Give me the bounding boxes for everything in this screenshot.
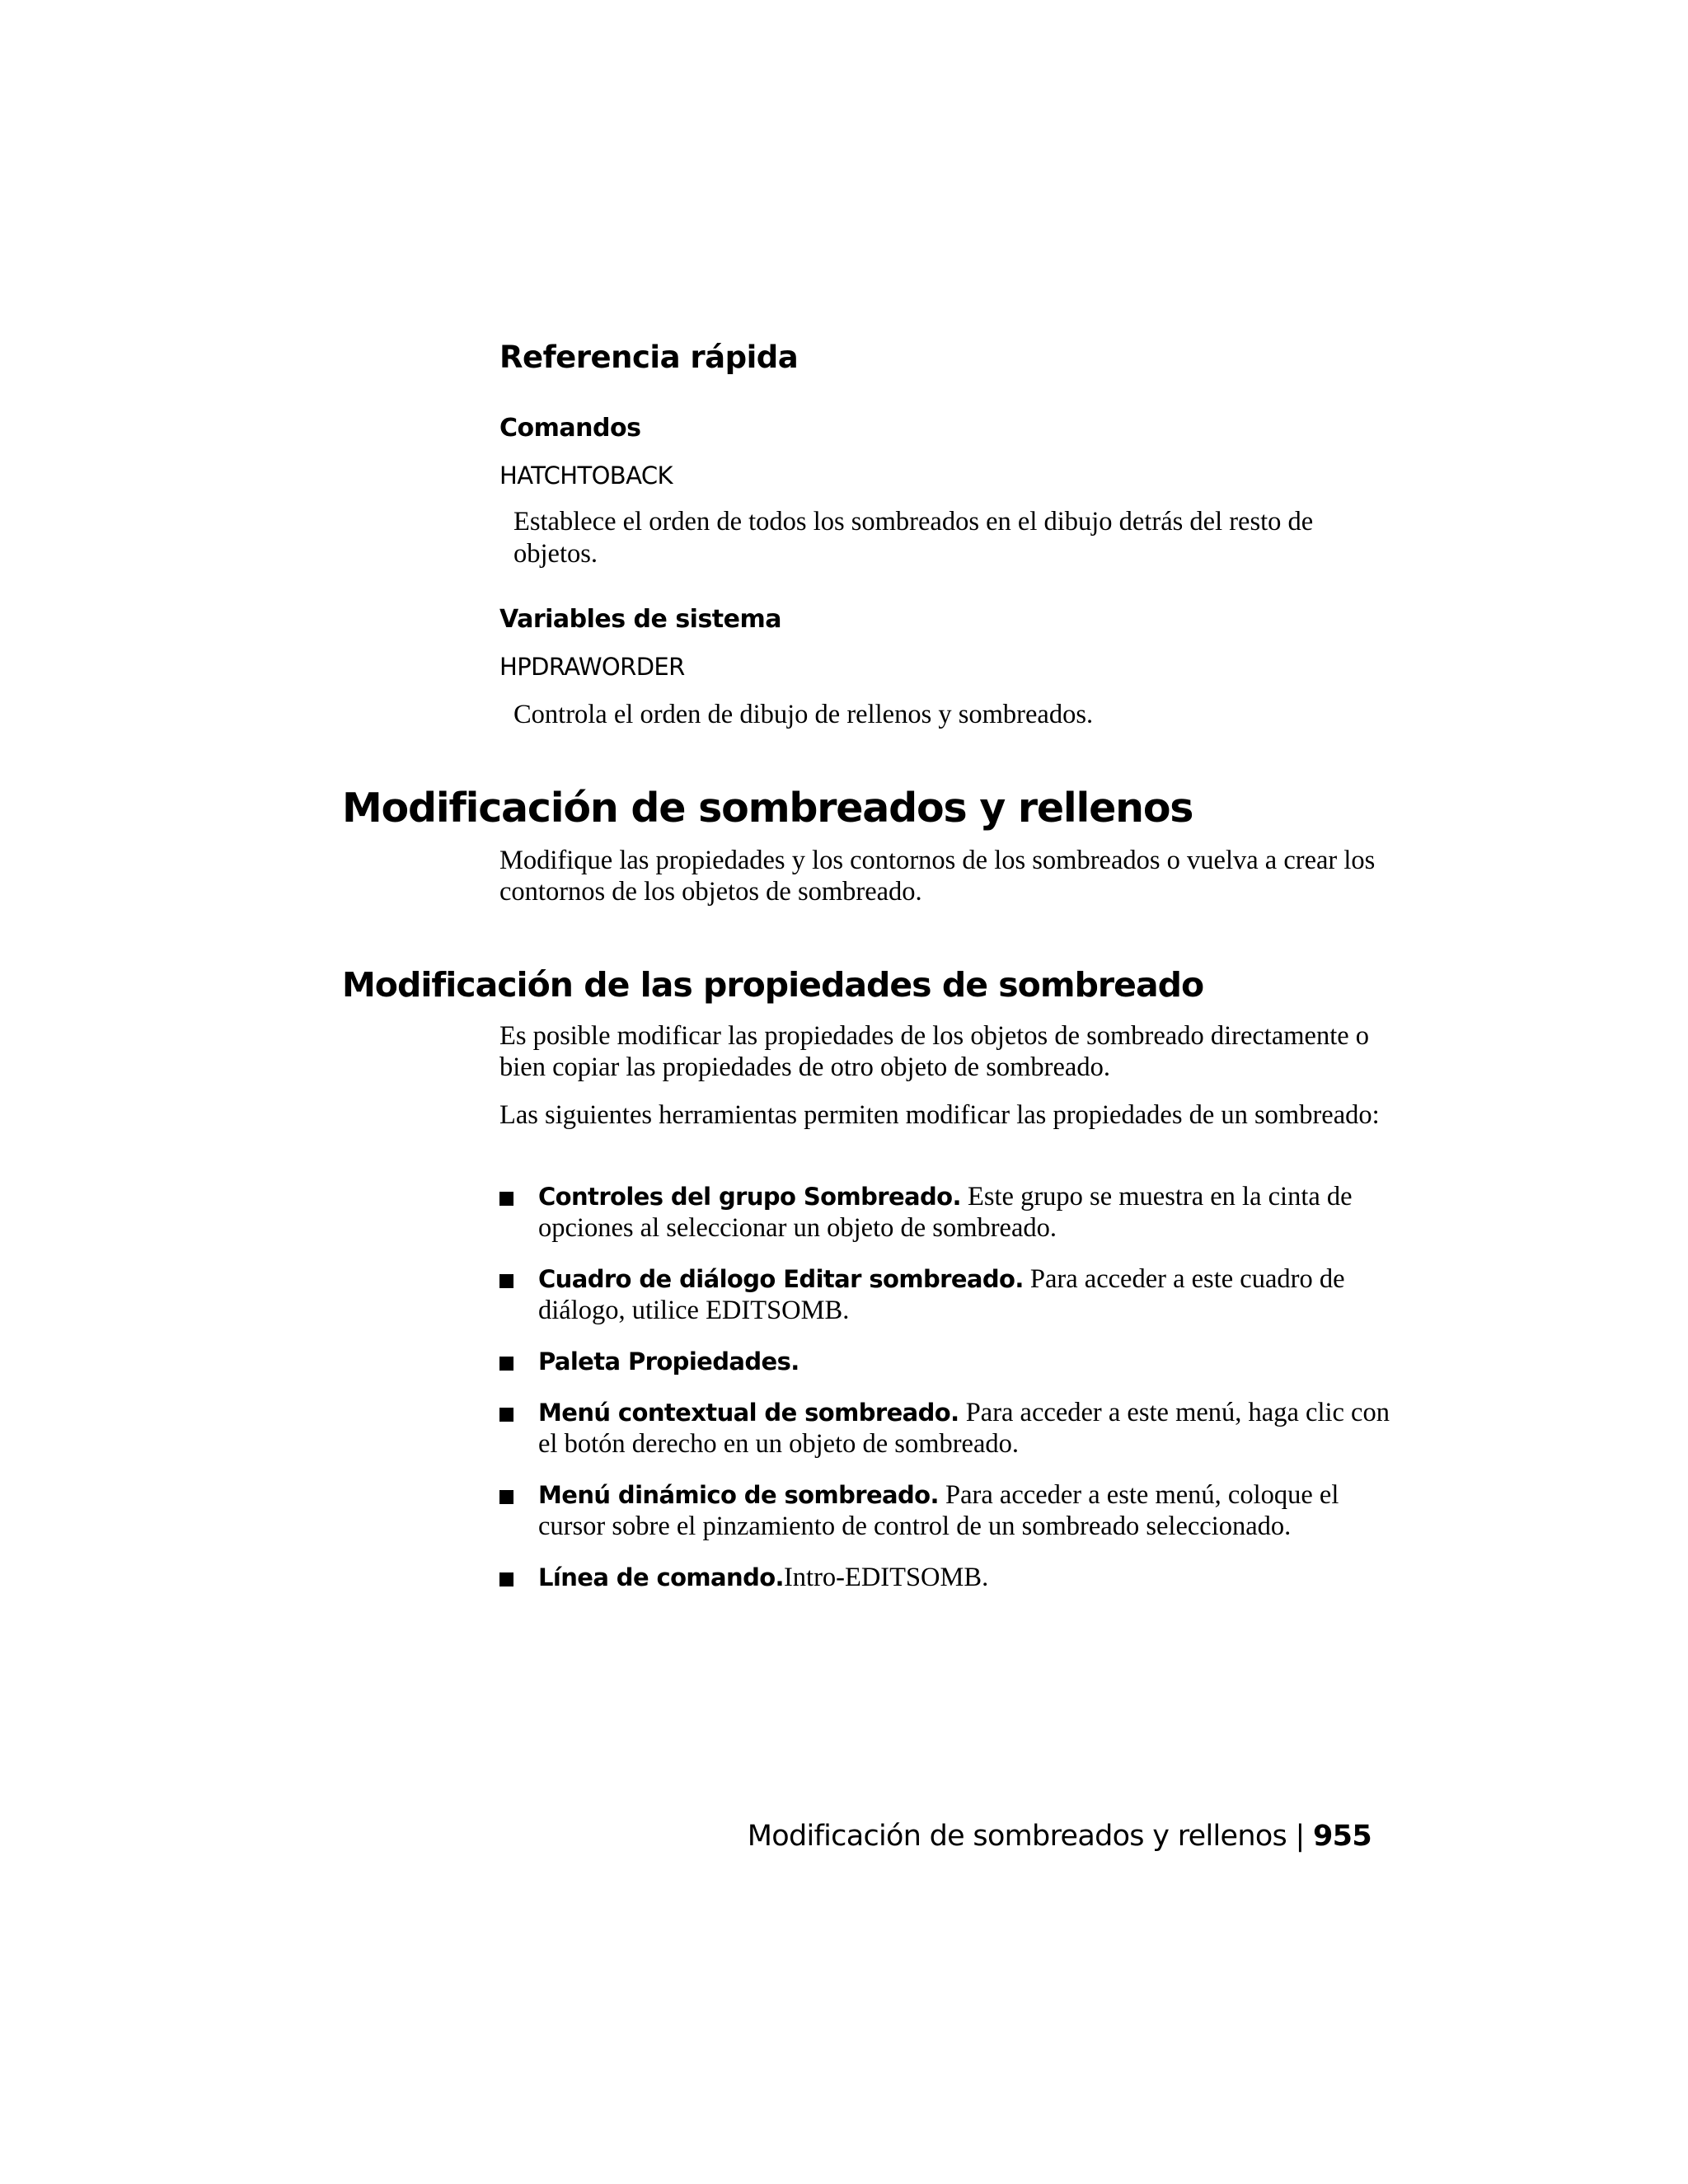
square-bullet-icon	[499, 1357, 513, 1371]
list-item-text: Este grupo se muestra en la cinta de opciones al seleccionar un objeto de sombreado.	[538, 1182, 1353, 1243]
list-item-text: Para acceder a este menú, haga clic con el botón derecho en un objeto de sombreado.	[538, 1398, 1390, 1459]
tools-list	[499, 1181, 1406, 1613]
list-item-lead: Menú dinámico de sombreado.	[538, 1481, 939, 1509]
square-bullet-icon	[499, 1572, 513, 1586]
page-number: 955	[1313, 1820, 1372, 1853]
page-footer	[748, 1820, 1372, 1853]
list-item	[499, 1397, 1406, 1460]
list-item-text: Para acceder a este cuadro de diálogo, utilice EDITSOMB.	[538, 1264, 1345, 1325]
square-bullet-icon	[499, 1192, 513, 1206]
list-item-lead: Menú contextual de sombreado.	[538, 1399, 959, 1427]
system-variable-name: HPDRAWORDER	[499, 653, 685, 681]
subsection-paragraph-2: Las siguientes herramientas permiten modificar las propiedades de un sombreado:	[499, 1100, 1380, 1130]
square-bullet-icon	[499, 1408, 513, 1422]
list-item-text: Intro-EDITSOMB.	[783, 1563, 989, 1592]
system-variable-description: Controla el orden de dibujo de rellenos y sombreados.	[513, 700, 1094, 729]
quick-reference-heading: Referencia rápida	[499, 340, 799, 375]
subsection-paragraph-1: Es posible modificar las propiedades de los objetos de sombreado directamente o bien copiar las propiedades de otro objeto de sombreado.	[499, 1021, 1370, 1082]
subsection-title: Modificación de las propiedades de sombreado	[342, 965, 1204, 1005]
section-title: Modificación de sombreados y rellenos	[342, 785, 1193, 832]
command-name: HATCHTOBACK	[499, 462, 673, 490]
list-item-lead: Cuadro de diálogo Editar sombreado.	[538, 1265, 1024, 1293]
footer-separator: |	[1287, 1820, 1314, 1853]
commands-heading: Comandos	[499, 414, 641, 443]
square-bullet-icon	[499, 1274, 513, 1288]
list-item	[499, 1479, 1406, 1542]
list-item	[499, 1263, 1406, 1326]
list-item-lead: Línea de comando.	[538, 1563, 784, 1591]
command-description: Establece el orden de todos los sombreados en el dibujo detrás del resto de objetos.	[513, 507, 1314, 569]
list-item	[499, 1346, 1406, 1377]
list-item	[499, 1562, 1406, 1593]
running-title: Modificación de sombreados y rellenos	[747, 1820, 1287, 1853]
section-intro: Modifique las propiedades y los contornos de los sombreados o vuelva a crear los contornos de los objetos de sombreado.	[499, 846, 1376, 907]
system-variables-heading: Variables de sistema	[499, 605, 782, 634]
list-item-text: Para acceder a este menú, coloque el cursor sobre el pinzamiento de control de un sombreado seleccionado.	[538, 1480, 1339, 1541]
list-item-lead: Controles del grupo Sombreado.	[538, 1183, 961, 1211]
list-item	[499, 1181, 1406, 1244]
list-item-lead: Paleta Propiedades.	[538, 1347, 799, 1376]
square-bullet-icon	[499, 1490, 513, 1504]
